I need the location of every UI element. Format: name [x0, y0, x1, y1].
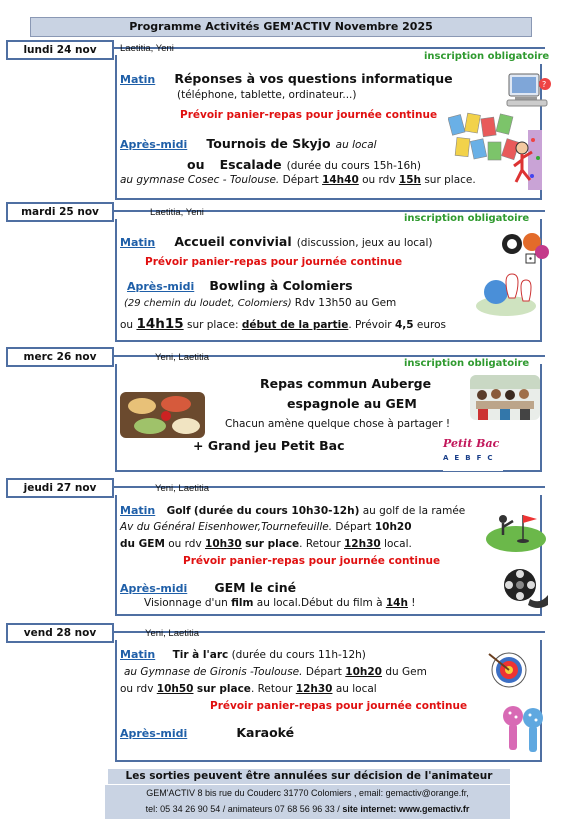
inscription-badge: inscription obligatoire [400, 212, 533, 226]
apm-label: Après-midi [127, 280, 195, 293]
apm-label: Après-midi [120, 727, 188, 740]
matin-label: Matin [120, 73, 156, 86]
apm-rdv: Rdv 13h50 au Gem [294, 297, 397, 309]
apm-time: 14h [385, 597, 408, 609]
apm-address: (29 chemin du loudet, Colomiers) [124, 298, 292, 309]
matin-label: Matin [120, 236, 156, 249]
day-label-vendredi: vend 28 nov [6, 623, 114, 643]
matin-label: Matin [120, 504, 156, 517]
apm-line [120, 577, 296, 596]
prevoir-note: Prévoir panier-repas pour journée continue [180, 109, 438, 121]
matin-time-rdv: 10h30 [205, 538, 242, 550]
apm-depart: Départ [282, 174, 319, 186]
petit-bac-letter: A [443, 454, 449, 462]
day-label-lundi: lundi 24 nov [6, 40, 114, 60]
apm-price-prefix: . Prévoir [348, 319, 392, 331]
group-meal-photo [470, 375, 540, 420]
apm-time-line [120, 316, 446, 332]
board-games-icon [500, 226, 550, 266]
svg-text:?: ? [542, 80, 547, 89]
inscription-badge: inscription obligatoire [400, 357, 533, 371]
matin-title: Tir à l'arc [172, 649, 229, 661]
matin-line [120, 504, 465, 517]
matin-rdv-line [120, 538, 412, 550]
matin-local: local. [384, 538, 412, 550]
apm-on-site: sur place. [424, 174, 476, 186]
matin-time-depart: 10h20 [345, 666, 382, 678]
matin-address-line [124, 666, 427, 678]
apm-desc [144, 597, 416, 609]
matin-from: du GEM [120, 538, 165, 550]
page-title: Programme Activités GEM'ACTIV Novembre 2025 [30, 17, 532, 37]
apm-label: Après-midi [120, 138, 188, 151]
matin-line [120, 648, 366, 661]
golf-icon [485, 505, 547, 553]
matin-time-depart: 10h20 [374, 521, 412, 533]
matin-return: . Retour [250, 683, 293, 695]
prevoir-note: Prévoir panier-repas pour journée continue [145, 256, 403, 268]
day-hosts: Yeni, Laetitia [145, 628, 200, 639]
inscription-badge: inscription obligatoire [420, 50, 553, 64]
matin-gem: du Gem [385, 666, 427, 678]
petit-bac-letter: C [487, 454, 493, 462]
karaoke-microphones-icon [495, 700, 551, 756]
prevoir-note: Prévoir panier-repas pour journée continue [183, 555, 441, 567]
matin-duration: (durée du cours 11h-12h) [231, 649, 366, 661]
apm-line [120, 133, 377, 152]
bowling-icon [472, 266, 540, 322]
apm-time-depart: 14h40 [322, 174, 359, 186]
matin-place: sur place [196, 683, 251, 695]
footer-phones: tel: 05 34 26 90 54 / animateurs 07 68 56 96 33 / [145, 804, 343, 814]
climbing-icon [508, 130, 544, 190]
day-hosts: Laetitia, Yeni [150, 207, 204, 218]
petit-bac-logo: Petit Bac [443, 437, 500, 450]
petit-bac-icon [443, 437, 503, 471]
apm-alt-line [187, 154, 421, 173]
matin-or-rdv: ou rdv [168, 538, 202, 550]
event-title-1: Repas commun Auberge [260, 376, 432, 391]
apm-title: Karaoké [236, 725, 295, 740]
apm-price: 4,5 [394, 319, 414, 331]
apm-or-rdv: ou rdv [362, 174, 396, 186]
matin-rdv-line [120, 683, 377, 695]
apm-address-line [124, 297, 396, 309]
shared-meal-photo [120, 392, 205, 438]
day-hosts: Yeni, Laetitia [155, 352, 210, 363]
matin-or-rdv: ou rdv [120, 683, 154, 695]
day-hosts: Yeni, Laetitia [155, 483, 210, 494]
cancellation-note: Les sorties peuvent être annulées sur décision de l'animateur [108, 769, 510, 784]
computer-help-icon [505, 70, 553, 112]
prevoir-note: Prévoir panier-repas pour journée continue [210, 700, 468, 712]
apm-title: Bowling à Colomiers [209, 278, 353, 293]
day-label-mardi: mardi 25 nov [6, 202, 114, 222]
matin-address-line [120, 521, 412, 533]
petit-bac-letter: E [454, 454, 460, 462]
matin-time-rdv: 10h50 [156, 683, 194, 695]
apm-alt-desc: (durée du cours 15h-16h) [286, 160, 421, 172]
apm-place: sur place: [186, 319, 239, 331]
apm-price-unit: euros [416, 319, 447, 331]
matin-depart: Départ [335, 521, 372, 533]
apm-desc-b: au local.Début du film à [256, 597, 383, 609]
matin-address: Av du Général Eisenhower,Tournefeuille. [120, 521, 333, 533]
event-title-2: espagnole au GEM [287, 396, 417, 411]
matin-line [120, 231, 432, 250]
matin-desc: (téléphone, tablette, ordinateur...) [177, 89, 357, 101]
matin-line [120, 68, 453, 87]
matin-title: Accueil convivial [174, 234, 292, 249]
day-label-mercredi: merc 26 nov [6, 347, 114, 367]
footer-phone-line [105, 801, 510, 817]
apm-details [120, 174, 476, 186]
day-divider [112, 47, 545, 49]
apm-line [127, 275, 353, 294]
apm-line [120, 722, 294, 741]
apm-desc-c: ! [411, 597, 416, 609]
apm-title: GEM le ciné [214, 580, 297, 595]
apm-desc-a: Visionnage d'un [144, 597, 228, 609]
matin-title: Réponses à vos questions informatique [174, 71, 453, 86]
petit-bac-letter: B [465, 454, 471, 462]
matin-address: au Gymnase de Gironis -Toulouse. [124, 666, 303, 678]
footer-address: GEM'ACTIV 8 bis rue du Couderc 31770 Colomiers , email: gemactiv@orange.fr, [146, 788, 469, 798]
matin-where: au golf de la ramée [362, 505, 466, 517]
apm-alt-prefix: ou [187, 157, 205, 172]
apm-title-suffix: au local [335, 139, 377, 151]
matin-local: au local [335, 683, 377, 695]
film-reel-icon [500, 565, 550, 611]
apm-alt: Escalade [219, 157, 282, 172]
matin-duration: (durée du cours 10h30-12h) [193, 505, 360, 517]
matin-desc: (discussion, jeux au local) [296, 237, 433, 249]
contact-footer [105, 785, 510, 819]
apm-start: début de la partie [241, 319, 349, 331]
day-hosts: Laetitia, Yeni [120, 43, 174, 54]
archery-target-icon [485, 650, 531, 690]
matin-depart: Départ [305, 666, 342, 678]
event-game: + Grand jeu Petit Bac [193, 438, 345, 453]
matin-time-return: 12h30 [295, 683, 333, 695]
apm-location: au gymnase Cosec - Toulouse. [120, 174, 280, 186]
petit-bac-letter: F [476, 454, 482, 462]
footer-website: site internet: www.gemactiv.fr [342, 804, 470, 814]
apm-time: 14h15 [136, 316, 184, 332]
day-label-jeudi: jeudi 27 nov [6, 478, 114, 498]
matin-title: Golf [166, 505, 191, 517]
apm-label: Après-midi [120, 582, 188, 595]
matin-time-return: 12h30 [344, 538, 381, 550]
apm-film: film [231, 597, 254, 609]
apm-or: ou [120, 319, 134, 331]
matin-place: sur place [245, 538, 300, 550]
apm-title: Tournois de Skyjo [206, 136, 331, 151]
apm-time-rdv: 15h [398, 174, 421, 186]
matin-return: . Retour [299, 538, 341, 550]
matin-label: Matin [120, 648, 156, 661]
event-desc: Chacun amène quelque chose à partager ! [225, 418, 451, 430]
